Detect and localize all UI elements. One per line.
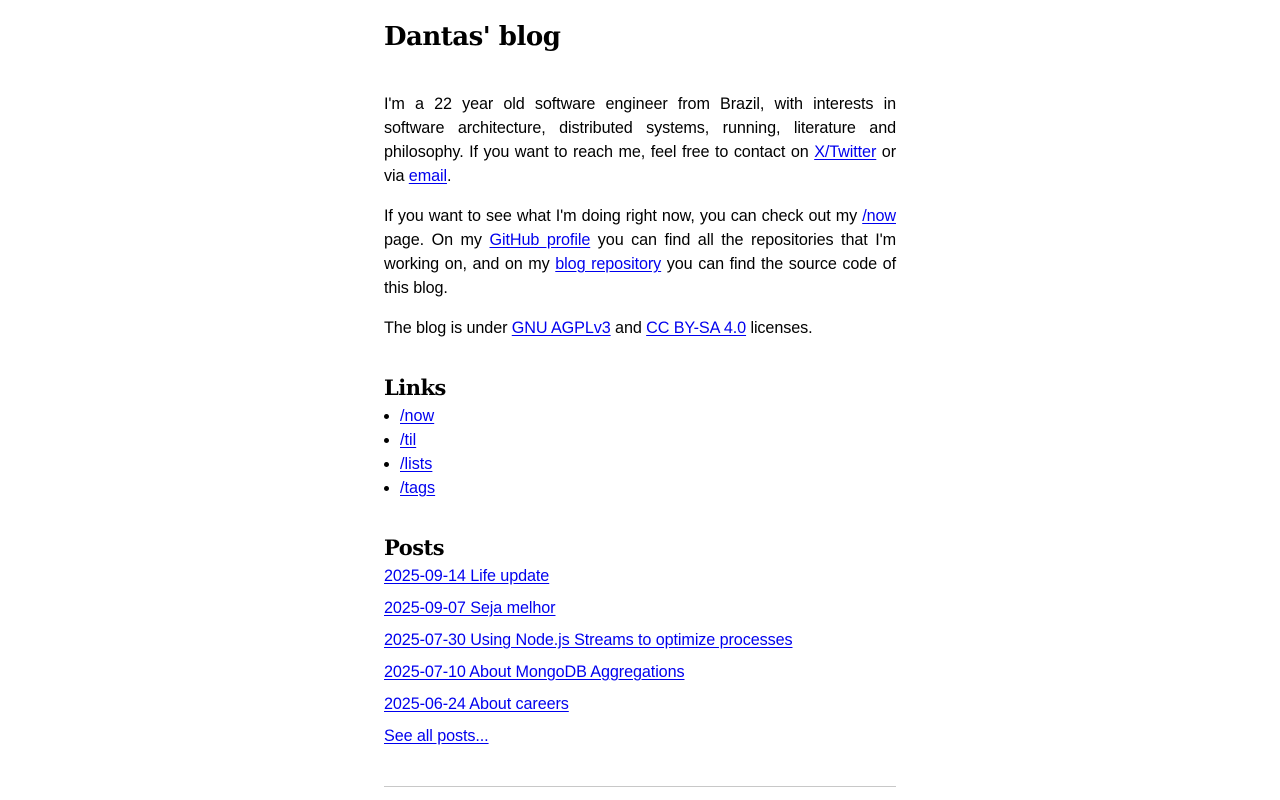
list-item: [400, 476, 896, 500]
email-link[interactable]: email: [408, 167, 447, 185]
main-content: [384, 0, 896, 756]
post-item: [384, 596, 896, 628]
site-title: Dantas' blog: [384, 22, 561, 52]
intro-text: I'm a 22 year old software engineer from Brazil, with interests in software architecture, distributed systems, running, literature and philosophy. If you want to reach me, feel free to contact on: [384, 95, 896, 161]
link-tags[interactable]: /tags: [400, 479, 436, 497]
intro-text: page. On my: [384, 231, 490, 249]
post-item: [384, 724, 896, 756]
intro-text: If you want to see what I'm doing right now, you can check out my: [384, 207, 863, 225]
list-item: [400, 452, 896, 476]
footer-divider: [384, 786, 896, 787]
link-til[interactable]: /til: [400, 431, 417, 449]
posts-heading: Posts: [384, 535, 445, 560]
intro-text: or via: [384, 143, 896, 185]
post-link[interactable]: 2025-09-14 Life update: [384, 567, 550, 585]
intro-text: you can find all the repositories that I'm working on, and on my: [384, 231, 896, 273]
post-item: [384, 692, 896, 724]
intro-paragraph-1: [384, 92, 896, 188]
now-page-link[interactable]: /now: [862, 207, 896, 225]
links-heading: Links: [384, 375, 446, 400]
posts-list: [384, 564, 896, 756]
intro-text: The blog is under: [384, 319, 512, 337]
intro-text: and: [610, 319, 647, 337]
intro-paragraph-2: [384, 204, 896, 300]
link-now[interactable]: /now: [400, 407, 435, 425]
blog-repository-link[interactable]: blog repository: [555, 255, 662, 273]
links-list: [384, 404, 896, 500]
list-item: [400, 404, 896, 428]
post-link[interactable]: 2025-07-30 Using Node.js Streams to optimize processes: [384, 631, 793, 649]
agpl-license-link[interactable]: GNU AGPLv3: [511, 319, 611, 337]
intro-paragraph-3: [384, 316, 896, 340]
cc-license-link[interactable]: CC BY-SA 4.0: [646, 319, 747, 337]
post-item: [384, 628, 896, 660]
post-link[interactable]: 2025-07-10 About MongoDB Aggregations: [384, 663, 685, 681]
post-item: [384, 564, 896, 596]
post-item: [384, 660, 896, 692]
intro-text: .: [446, 167, 452, 185]
post-link[interactable]: 2025-09-07 Seja melhor: [384, 599, 556, 617]
intro-text: you can find the source code of this blog.: [384, 255, 896, 297]
list-item: [400, 428, 896, 452]
twitter-link[interactable]: X/Twitter: [814, 143, 877, 161]
see-all-posts-link[interactable]: See all posts...: [384, 727, 489, 745]
post-link[interactable]: 2025-06-24 About careers: [384, 695, 569, 713]
link-lists[interactable]: /lists: [400, 455, 433, 473]
intro-text: licenses.: [746, 319, 813, 337]
intro-section: [384, 92, 896, 340]
github-profile-link[interactable]: GitHub profile: [489, 231, 591, 249]
